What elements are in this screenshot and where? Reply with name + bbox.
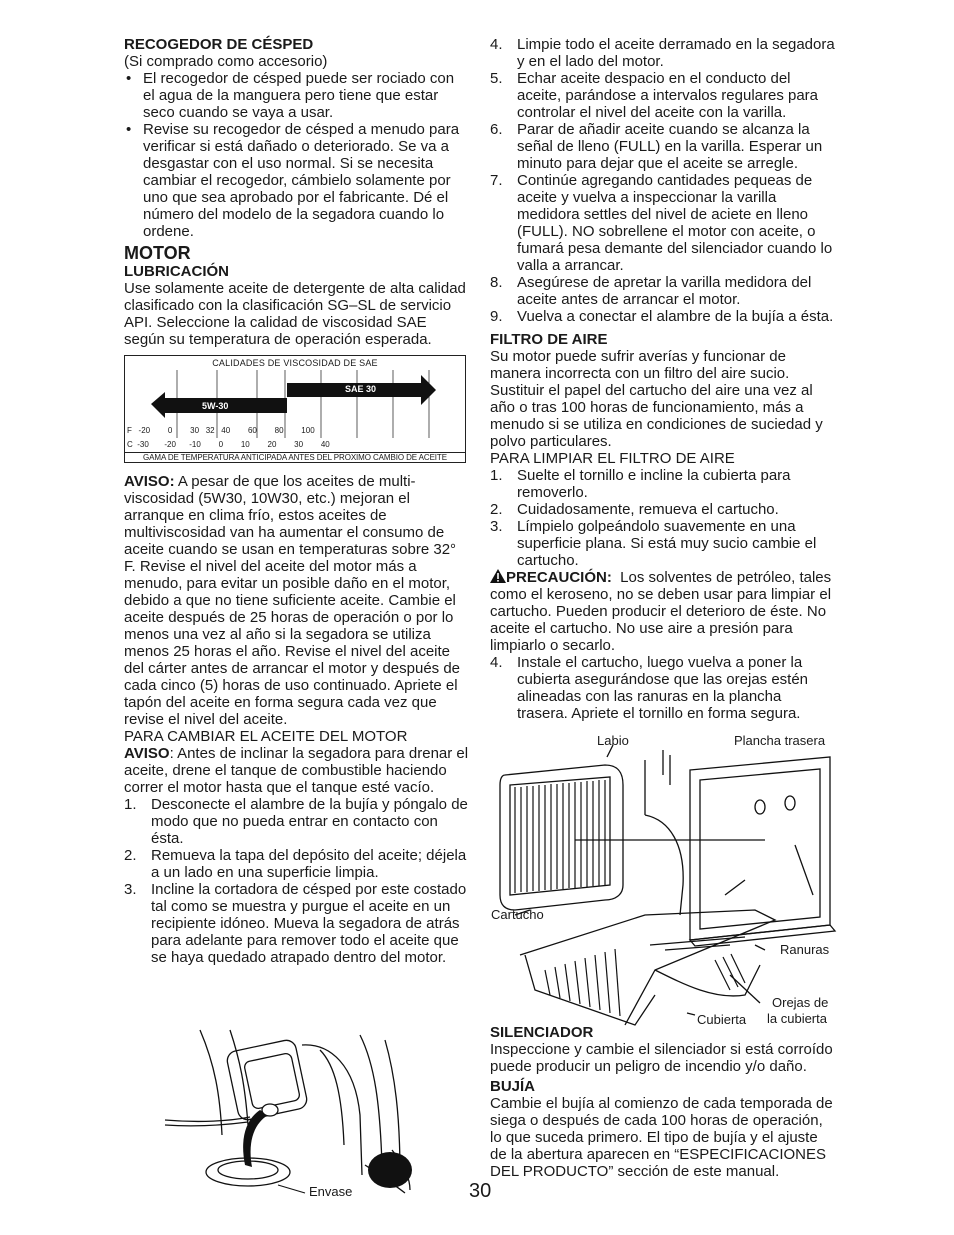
- cartucho-label: Cartucho: [491, 907, 544, 922]
- aviso2-label: AVISO: [124, 745, 170, 762]
- clean-filter-heading: PARA LIMPIAR EL FILTRO DE AIRE: [490, 450, 735, 467]
- change-oil-steps-continued: [490, 36, 835, 325]
- air-filter-text: Su motor puede sufrir averías y funcionar de manera incorrecta con un filtro del aire sucio. Sustituir el papel del cartucho del aire una vez al año o tras 100 horas de funcionamiento, más a menudo si se utiliza en condiciones de suciedad y polvo particulares.: [490, 348, 823, 450]
- change-oil-heading: PARA CAMBIAR EL ACEITE DEL MOTOR: [124, 728, 408, 745]
- celsius-row: C -30 -20 -10 0 10 20 30 40: [127, 440, 330, 449]
- caution-label: PRECAUCIÓN:: [506, 569, 612, 586]
- fahrenheit-row: F -20 0 30 32 40 60 80 100: [127, 426, 315, 435]
- step-text: Cuidadosamente, remueva el cartucho.: [517, 501, 779, 518]
- list-item: [124, 796, 469, 847]
- step-number: 3.: [490, 518, 503, 535]
- step-text: Remueva la tapa del depósito del aceite; déjela a un lado en una superficie limpia.: [151, 847, 467, 881]
- list-item: [490, 36, 835, 70]
- step-text: Límpielo golpeándolo suavemente en una superficie plana. Si está muy sucio cambie el cartucho.: [517, 518, 817, 569]
- muffler-text: Inspeccione y cambie el silenciador si está corroído puede producir un peligro de incendio y/o daño.: [490, 1041, 833, 1075]
- air-filter-illustration: [495, 745, 840, 1030]
- list-item: [490, 121, 835, 172]
- clean-filter-step-4: [490, 654, 835, 722]
- cubierta-label: Cubierta: [697, 1012, 747, 1027]
- right-column: [490, 36, 835, 722]
- step-text: Parar de añadir aceite cuando se alcanza la señal de lleno (FULL) en la varilla. Esperar un minuto para dejar que el aceite se arregle.: [517, 121, 823, 172]
- step-text: Incline la cortadora de césped por este costado tal como se muestra y purgue el aceite en un recipiente idóneo. Mueva la segadora de atrás para adelante para remover todo el aceite que se haya quedado atrapado dentro del motor.: [151, 881, 467, 966]
- step-number: 4.: [490, 36, 503, 53]
- step-text: Asegúrese de apretar la varilla medidora del aceite antes de arrancar el motor.: [517, 274, 812, 308]
- aviso2-text: : Antes de inclinar la segadora para drenar el aceite, drene el tanque de combustible haciendo correr el motor hasta que el tanque esté vacío.: [124, 745, 469, 796]
- list-item: [490, 70, 835, 121]
- list-item: [124, 881, 469, 966]
- spark-plug-heading: BUJÍA: [490, 1078, 536, 1095]
- aviso-text: A pesar de que los aceites de multi-viscosidad (5W30, 10W30, etc.) mejoran el arranque en clima frío, estos aceites de multiviscosidad van ha aumentar el consumo de aceite cuando se usan en temperaturas sobre 32° F. Revise el nivel del aceite del motor más a menudo, para evitar un posible daño en el motor, debido a que no tiene suficiente aceite. Cambie el aceite después de 25 horas de operación o por lo menos una vez al año si la segadora se utiliza menos 25 horas el año. Revise el nivel del aceite del cárter antes de arrancar el motor y después de cada cinco (5) horas de uso continuado. Apriete el tapón del aceite en forma segura cada vez que revise el nivel del aceite.: [124, 473, 461, 728]
- grass-catcher-subtitle: (Si comprado como accesorio): [124, 53, 328, 70]
- warning-icon: [490, 569, 506, 583]
- orejas-label-1: Orejas de: [772, 995, 829, 1010]
- grass-catcher-heading: RECOGEDOR DE CÉSPED: [124, 36, 314, 53]
- list-item: [490, 467, 835, 501]
- motor-heading: MOTOR: [124, 243, 191, 263]
- envase-label: Envase: [309, 1184, 353, 1199]
- plancha-label: Plancha trasera: [734, 733, 826, 748]
- step-number: 1.: [490, 467, 503, 484]
- list-item: [490, 501, 835, 518]
- air-filter-heading: FILTRO DE AIRE: [490, 331, 608, 348]
- aviso-label: AVISO:: [124, 473, 175, 490]
- step-number: 1.: [124, 796, 137, 813]
- step-text: Echar aceite despacio en el conducto del aceite, parándose a intervalos regulares para controlar el nivel del aceite con la varilla.: [517, 70, 819, 121]
- step-number: 5.: [490, 70, 503, 87]
- list-item: [490, 274, 835, 308]
- list-item: [124, 847, 469, 881]
- lubrication-text: Use solamente aceite de detergente de alta calidad clasificado con la clasificación SG–SL de servicio API. Seleccione la calidad de viscosidad SAE según su temperatura de operación esperada.: [124, 280, 466, 348]
- caution-paragraph: [490, 569, 835, 654]
- labio-label: Labio: [597, 733, 629, 748]
- orejas-label-2: la cubierta: [767, 1011, 827, 1026]
- muffler-heading: SILENCIADOR: [490, 1024, 594, 1041]
- change-oil-steps: [124, 796, 469, 966]
- grass-catcher-list: [124, 70, 469, 240]
- step-text: Continúe agregando cantidades pequeas de aceite y vuelva a inspeccionar la varilla medidora settles del nivel de aciete en lleno (FULL). NO sobrellene el motor con aceite, o fumará pesa demante del silenciador cuando lo valla a arrancar.: [517, 172, 833, 274]
- caution-text: Los solventes de petróleo, tales como el keroseno, no se deben usar para limpiar el cartucho. Pueden producir el deterioro de éste. No aceite el cartucho. No use aire a presión para limpiarlo o secarlo.: [490, 569, 836, 654]
- list-item: • El recogedor de césped puede ser rociado con el agua de la manguera pero tiene que estar seco cuando se vaya a usar.: [124, 70, 469, 121]
- sae30-label: SAE 30: [345, 384, 377, 394]
- step-number: 7.: [490, 172, 503, 189]
- aviso2-paragraph: [124, 745, 469, 796]
- list-item: [490, 172, 835, 274]
- list-item: [490, 518, 835, 569]
- aviso-paragraph: [124, 473, 469, 728]
- step-number: 6.: [490, 121, 503, 138]
- step-text: Desconecte el alambre de la bujía y póngalo de modo que no pueda entrar en contacto con ésta.: [151, 796, 468, 847]
- lubrication-heading: LUBRICACIÓN: [124, 263, 229, 280]
- list-item: [490, 654, 835, 722]
- page-number: 30: [469, 1180, 492, 1202]
- viscosity-chart-title: CALIDADES DE VISCOSIDAD DE SAE: [212, 358, 378, 368]
- step-number: 8.: [490, 274, 503, 291]
- step-text: Limpie todo el aceite derramado en la segadora y en el lado del motor.: [517, 36, 835, 70]
- muffler-section: [490, 1024, 835, 1180]
- clean-filter-steps: [490, 467, 835, 569]
- step-number: 3.: [124, 881, 137, 898]
- left-column: [124, 36, 469, 966]
- step-text: Vuelva a conectar el alambre de la bujía a ésta.: [517, 308, 834, 325]
- 5w30-label: 5W-30: [202, 401, 229, 411]
- step-text: Instale el cartucho, luego vuelva a poner la cubierta asegurándose que las orejas estén alineadas con las ranuras en la plancha trasera. Apriete el tornillo en forma segura.: [517, 654, 809, 722]
- oil-drain-illustration: [160, 1025, 430, 1205]
- viscosity-chart-footer: GAMA DE TEMPERATURA ANTICIPADA ANTES DEL PROXIMO CAMBIO DE ACEITE: [125, 452, 465, 462]
- list-item: • Revise su recogedor de césped a menudo para verificar si está dañado o deteriorado. Se va a desgastar con el uso normal. Si se necesita cambiar el recogedor, cámbielo solamente por uno que sea aprobado por el fabricante. Dé el número del modelo de la segadora cuando lo ordene.: [124, 121, 469, 240]
- ranuras-label: Ranuras: [780, 942, 830, 957]
- step-text: Suelte el tornillo e incline la cubierta para removerlo.: [517, 467, 791, 501]
- step-number: 4.: [490, 654, 503, 671]
- step-number: 2.: [124, 847, 137, 864]
- step-number: 9.: [490, 308, 503, 325]
- step-number: 2.: [490, 501, 503, 518]
- viscosity-chart: [124, 355, 466, 463]
- list-item: [490, 308, 835, 325]
- spark-plug-text: Cambie el bujía al comienzo de cada temporada de siega o después de cada 100 horas de operación, lo que suceda primero. El tipo de bujía y el ajuste de la abertura aparecen en “ESPECIFICACIONES DEL PRODUCTO” sección de este manual.: [490, 1095, 833, 1180]
